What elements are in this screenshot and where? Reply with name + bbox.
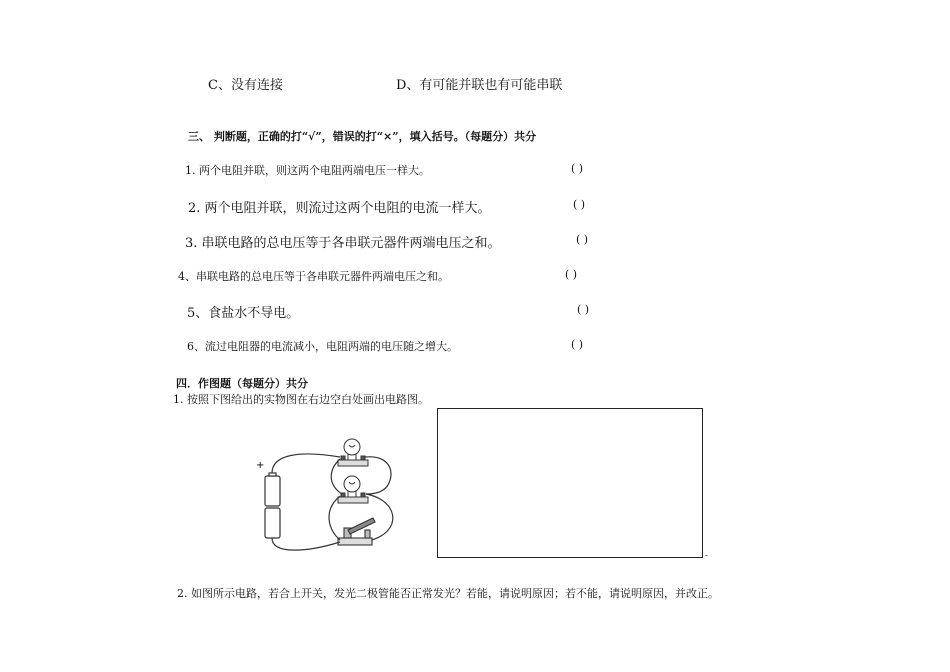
bulb-icon-bottom (338, 476, 368, 503)
question-6: 6、流过电阻器的电流减小，电阻两端的电压随之增大。 (187, 340, 458, 353)
question-4: 4、串联电路的总电压等于各串联元器件两端电压之和。 (178, 270, 449, 283)
bulb-icon-top (338, 439, 368, 466)
answer-paren-6: ( ) (571, 338, 584, 351)
section4-title: 四．作图题（每题分）共分 (176, 377, 308, 390)
option-c: C、没有连接 (208, 78, 283, 93)
answer-paren-1: ( ) (571, 162, 584, 175)
section4-question-1: 1. 按照下图给出的实物图在右边空白处画出电路图。 (173, 393, 429, 406)
section3-title: 三、 判断题，正确的打“√”，错误的打“×”，填入括号。（每题分）共分 (188, 130, 537, 143)
answer-paren-5: ( ) (577, 303, 590, 316)
battery-icon (265, 473, 280, 538)
box-corner-mark: - (705, 551, 709, 561)
answer-paren-4: ( ) (565, 268, 578, 281)
battery-plus-sign: + (256, 460, 265, 471)
section4-question-2: 2. 如图所示电路，若合上开关，发光二极管能否正常发光？若能，请说明原因；若不能，请说明原因，并改正。 (177, 587, 719, 600)
switch-icon (338, 518, 375, 545)
question-5: 5、食盐水不导电。 (187, 306, 300, 321)
answer-paren-3: ( ) (576, 233, 589, 246)
answer-paren-2: ( ) (573, 198, 586, 211)
question-1: 1. 两个电阻并联，则这两个电阻两端电压一样大。 (185, 164, 430, 177)
option-d: D、有可能并联也有可能串联 (396, 78, 563, 93)
circuit-wires (272, 454, 393, 550)
circuit-diagram (248, 430, 418, 560)
drawing-area-box[interactable] (437, 408, 703, 558)
question-2: 2. 两个电阻并联，则流过这两个电阻的电流一样大。 (188, 201, 491, 216)
question-3: 3. 串联电路的总电压等于各串联元器件两端电压之和。 (185, 236, 501, 251)
